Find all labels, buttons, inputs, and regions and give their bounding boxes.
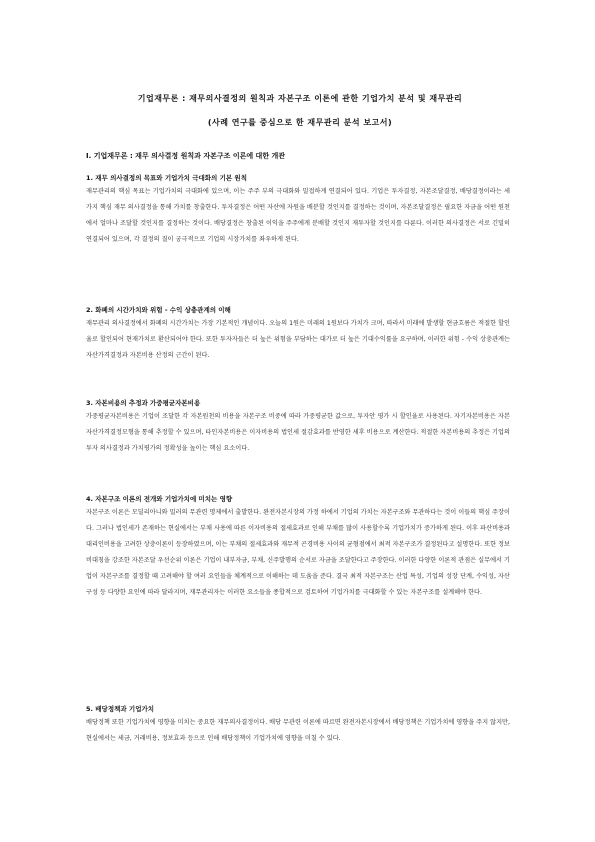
subsection-heading-1: 1. 재무 의사결정의 목표와 기업가치 극대화의 기본 원칙: [86, 174, 247, 182]
paragraph-2: 재무관리 의사결정에서 화폐의 시간가치는 가장 기본적인 개념이다. 오늘의 1원은 미래의 1원보다 가치가 크며, 따라서 미래에 발생할 현금흐름은 적절한 할인율로 할인되어 현재가치로 환산되어야 한다. 또한 투자자들은 더 높은 위험을 부담하는 대가로 더 높은 기대수익률을 요구하며, 이러한 위험 - 수익 상충관계는 자산가격결정과 자본비용 산정의 근간이 된다.: [86, 320, 510, 359]
paragraph-5: 배당정책 또한 기업가치에 영향을 미치는 중요한 재무의사결정이다. 배당 무관련 이론에 따르면 완전자본시장에서 배당정책은 기업가치에 영향을 주지 않지만, 현실에서는 세금, 거래비용, 정보효과 등으로 인해 배당정책이 기업가치에 영향을 미칠 수 있다.: [86, 719, 510, 742]
subsection-heading-3: 3. 자본비용의 추정과 가중평균자본비용: [86, 399, 201, 407]
subsection-heading-4: 4. 자본구조 이론의 전개와 기업가치에 미치는 영향: [86, 495, 233, 503]
paragraph-4: 자본구조 이론은 모딜리아니와 밀러의 무관련 명제에서 출발한다. 완전자본시장의 가정 하에서 기업의 가치는 자본구조와 무관하다는 것이 이들의 핵심 주장이다. 그러나 법인세가 존재하는 현실에서는 부채 사용에 따른 이자비용의 절세효과로 인해 부채를 많이 사용할수록 기업가치가 증가하게 된다. 이후 파산비용과 대리인비용을 고려한 상충이론이 등장하였으며, 이는 부채의 절세효과와 재무적 곤경비용 사이의 균형점에서 최적 자본구조가 결정된다고 설명한다. 또한 정보비대칭을 강조한 자본조달 우선순위 이론은 기업이 내부자금, 부채, 신주발행의 순서로 자금을 조달한다고 주장한다. 이러한 다양한 이론적 관점은 실무에서 기업이 자본구조를 결정할 때 고려해야 할 여러 요인들을 체계적으로 이해하는 데 도움을 준다. 결국 최적 자본구조는 산업 특성, 기업의 성장 단계, 수익성, 자산 구성 등 다양한 요인에 따라 달라지며, 재무관리자는 이러한 요소들을 종합적으로 검토하여 기업가치를 극대화할 수 있는 자본구조를 설계해야 한다.: [86, 509, 510, 596]
section-heading: Ⅰ. 기업재무론 : 재무 의사결정 원칙과 자본구조 이론에 대한 개관: [86, 152, 286, 160]
document-title-line1: 기업재무론 : 재무의사결정의 원칙과 자본구조 이론에 관한 기업가치 분석 및 재무관리: [137, 94, 463, 103]
subsection-heading-5: 5. 배당정책과 기업가치: [86, 705, 155, 713]
paragraph-3: 가중평균자본비용은 기업이 조달한 각 자본원천의 비용을 자본구조 비중에 따라 가중평균한 값으로, 투자안 평가 시 할인율로 사용된다. 자기자본비용은 자본자산가격결정모형을 통해 추정할 수 있으며, 타인자본비용은 이자비용의 법인세 절감효과를 반영한 세후 비용으로 계산한다. 적절한 자본비용의 추정은 기업의 투자 의사결정과 가치평가의 정확성을 높이는 핵심 요소이다.: [86, 413, 510, 452]
subsection-heading-2: 2. 화폐의 시간가치와 위험 - 수익 상충관계의 이해: [86, 306, 231, 314]
document-title-line2: (사례 연구를 중심으로 한 재무관리 분석 보고서): [207, 118, 393, 127]
paragraph-1: 재무관리의 핵심 목표는 기업가치의 극대화에 있으며, 이는 주주 부의 극대화와 밀접하게 연결되어 있다. 기업은 투자결정, 자본조달결정, 배당결정이라는 세 가지 핵심 재무 의사결정을 통해 가치를 창출한다. 투자결정은 어떤 자산에 자원을 배분할 것인지를 결정하는 것이며, 자본조달결정은 필요한 자금을 어떤 원천에서 얼마나 조달할 것인지를 결정하는 것이다. 배당결정은 창출된 이익을 주주에게 분배할 것인지 재투자할 것인지를 다룬다. 이러한 의사결정은 서로 긴밀히 연결되어 있으며, 각 결정의 질이 궁극적으로 기업의 시장가치를 좌우하게 된다.: [86, 188, 510, 243]
